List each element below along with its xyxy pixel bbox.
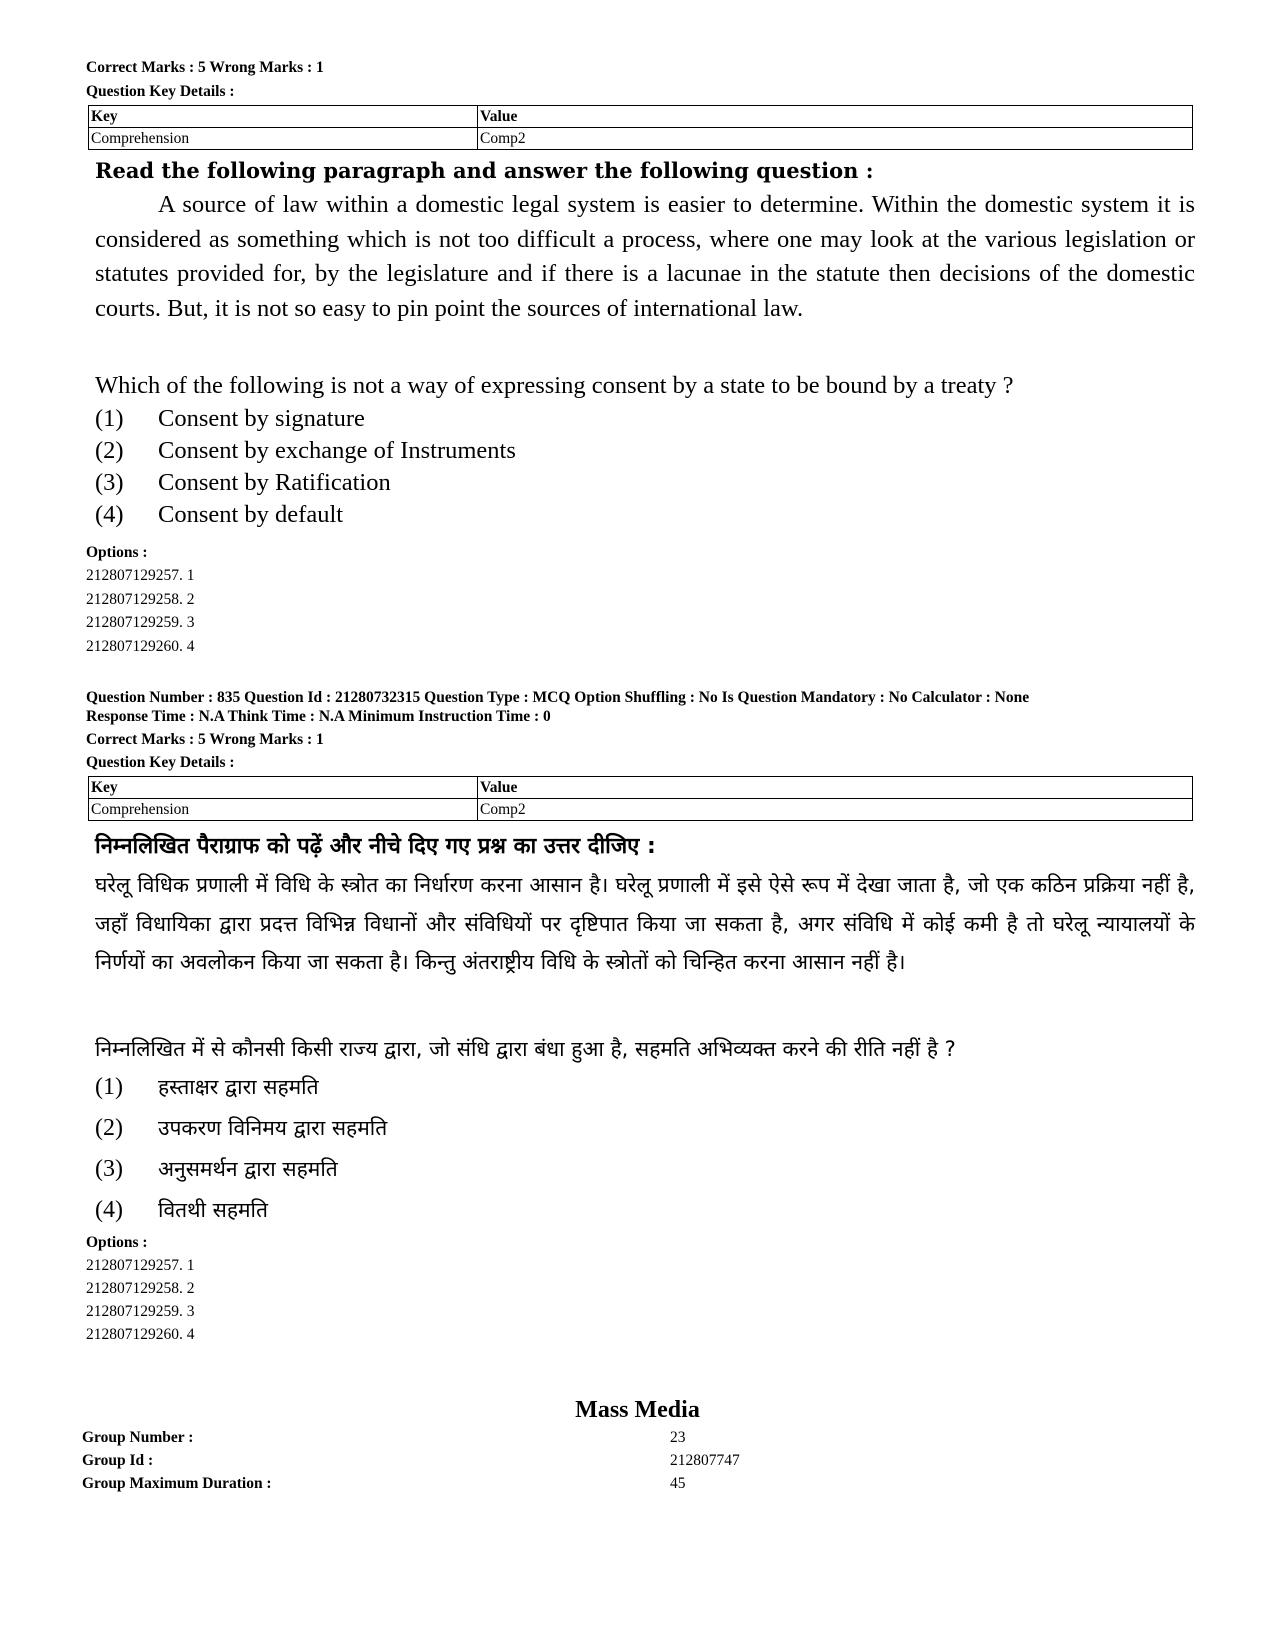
q2-option-id: 212807129260. 4	[86, 1326, 195, 1343]
group-row	[82, 1451, 882, 1474]
q2-value-cell: Comp2	[478, 799, 1193, 821]
q1-option-id: 212807129260. 4	[86, 637, 195, 655]
group-id-label: Group Id :	[82, 1452, 154, 1469]
q2-option-id: 212807129257. 1	[86, 1257, 195, 1274]
group-info	[82, 1428, 882, 1497]
q1-key-cell: Comprehension	[89, 128, 478, 150]
q1-value-cell: Comp2	[478, 128, 1193, 150]
q2-choice-number: (1)	[95, 1074, 123, 1100]
q2-choice-text: उपकरण विनिमय द्वारा सहमति	[158, 1116, 388, 1140]
group-number-value: 23	[670, 1429, 686, 1446]
group-row	[82, 1428, 882, 1451]
q2-choice	[95, 1190, 387, 1231]
q1-value-header-cell: Value	[478, 106, 1193, 128]
q1-choice-text: Consent by signature	[158, 405, 365, 432]
q1-choice-text: Consent by exchange of Instruments	[158, 437, 516, 464]
q2-choice-text: अनुसमर्थन द्वारा सहमति	[158, 1157, 338, 1181]
q2-choices	[95, 1067, 387, 1231]
q2-option-id: 212807129259. 3	[86, 1303, 195, 1320]
q1-option-id: 212807129258. 2	[86, 590, 195, 608]
q1-option-id: 212807129257. 1	[86, 567, 195, 584]
q2-choice-number: (4)	[95, 1197, 123, 1223]
q1-options-list	[86, 566, 195, 660]
q1-instruction: Read the following paragraph and answer the following question :	[95, 158, 874, 183]
group-max-duration-label: Group Maximum Duration :	[82, 1475, 272, 1492]
q1-key-table	[88, 105, 1193, 150]
q2-paragraph: घरेलू विधिक प्रणाली में विधि के स्त्रोत का निर्धारण करना आसान है। घरेलू प्रणाली में इसे ऐसे रूप में देखा जाता है, जो एक कठिन प्रक्रिया नहीं है, जहाँ विधायिका द्वारा प्रदत्त विभिन्न विधानों और संविधियों पर दृष्टिपात किया जा सकता है, अगर संविधि में कोई कमी है तो घरेलू न्यायालयों के निर्णयों का अवलोकन किया जा सकता है। किन्तु अंतराष्ट्रीय विधि के स्त्रोतों को चिन्हित करना आसान नहीं है।	[95, 873, 1195, 974]
q2-choice-text: हस्ताक्षर द्वारा सहमति	[158, 1075, 319, 1099]
q1-key-table-row	[89, 128, 1193, 150]
group-row	[82, 1474, 882, 1497]
q1-question: Which of the following is not a way of expressing consent by a state to be bound by a treaty ?	[95, 372, 1014, 399]
q2-options-label: Options :	[86, 1234, 148, 1251]
q1-key-header-cell: Key	[89, 106, 478, 128]
q1-choice-text: Consent by default	[158, 501, 344, 528]
q2-key-cell: Comprehension	[89, 799, 478, 821]
q2-key-table	[88, 776, 1193, 821]
q2-key-details-label: Question Key Details :	[86, 754, 235, 771]
section-title: Mass Media	[575, 1397, 700, 1423]
q2-key-table-header	[89, 777, 1193, 799]
q2-key-header-cell: Key	[89, 777, 478, 799]
q2-options-list	[86, 1256, 195, 1348]
q2-choice	[95, 1108, 387, 1149]
q2-key-table-row	[89, 799, 1193, 821]
q2-marks: Correct Marks : 5 Wrong Marks : 1	[86, 731, 324, 748]
q1-key-details-label: Question Key Details :	[86, 83, 235, 100]
q1-choice	[95, 499, 516, 531]
q1-choice	[95, 403, 516, 435]
q2-header-line1: Question Number : 835 Question Id : 21280732315 Question Type : MCQ Option Shuffling : No Is Question Mandatory : No Calculator : None	[86, 689, 1030, 706]
q1-choice-number: (2)	[95, 437, 124, 464]
q2-choice-number: (3)	[95, 1156, 123, 1182]
group-max-duration-value: 45	[670, 1475, 686, 1492]
q1-paragraph	[95, 188, 1195, 326]
q2-instruction: निम्नलिखित पैराग्राफ को पढ़ें और नीचे दिए गए प्रश्न का उत्तर दीजिए :	[95, 834, 656, 859]
q1-choices	[95, 403, 516, 531]
q1-choice-number: (3)	[95, 469, 124, 496]
q1-choice	[95, 467, 516, 499]
group-number-label: Group Number :	[82, 1429, 194, 1446]
group-id-value: 212807747	[670, 1452, 740, 1469]
q2-header-line2: Response Time : N.A Think Time : N.A Minimum Instruction Time : 0	[86, 708, 551, 725]
q1-choice-number: (4)	[95, 501, 124, 528]
q2-question: निम्नलिखित में से कौनसी किसी राज्य द्वारा, जो संधि द्वारा बंधा हुआ है, सहमति अभिव्यक्त करने की रीति नहीं है ?	[95, 1037, 956, 1061]
q1-paragraph-text: A source of law within a domestic legal system is easier to determine. Within the domestic system it is considered as something which is not too difficult a process, where one may look at the various legislation or statutes provided for, by the legislature and if there is a lacunae in the statute then decisions of the domestic courts. But, it is not so easy to pin point the sources of international law.	[95, 191, 1195, 322]
q1-key-table-header	[89, 106, 1193, 128]
q2-value-header-cell: Value	[478, 777, 1193, 799]
q1-marks: Correct Marks : 5 Wrong Marks : 1	[86, 59, 324, 76]
q1-choice-text: Consent by Ratification	[158, 469, 391, 496]
q1-options-label: Options :	[86, 544, 148, 561]
q1-choice	[95, 435, 516, 467]
q2-option-id: 212807129258. 2	[86, 1280, 195, 1297]
q1-choice-number: (1)	[95, 405, 124, 432]
q2-choice-text: वितथी सहमति	[158, 1198, 268, 1222]
q1-option-id: 212807129259. 3	[86, 614, 195, 631]
q2-choice-number: (2)	[95, 1115, 123, 1141]
q2-choice	[95, 1149, 387, 1190]
q2-choice	[95, 1067, 387, 1108]
